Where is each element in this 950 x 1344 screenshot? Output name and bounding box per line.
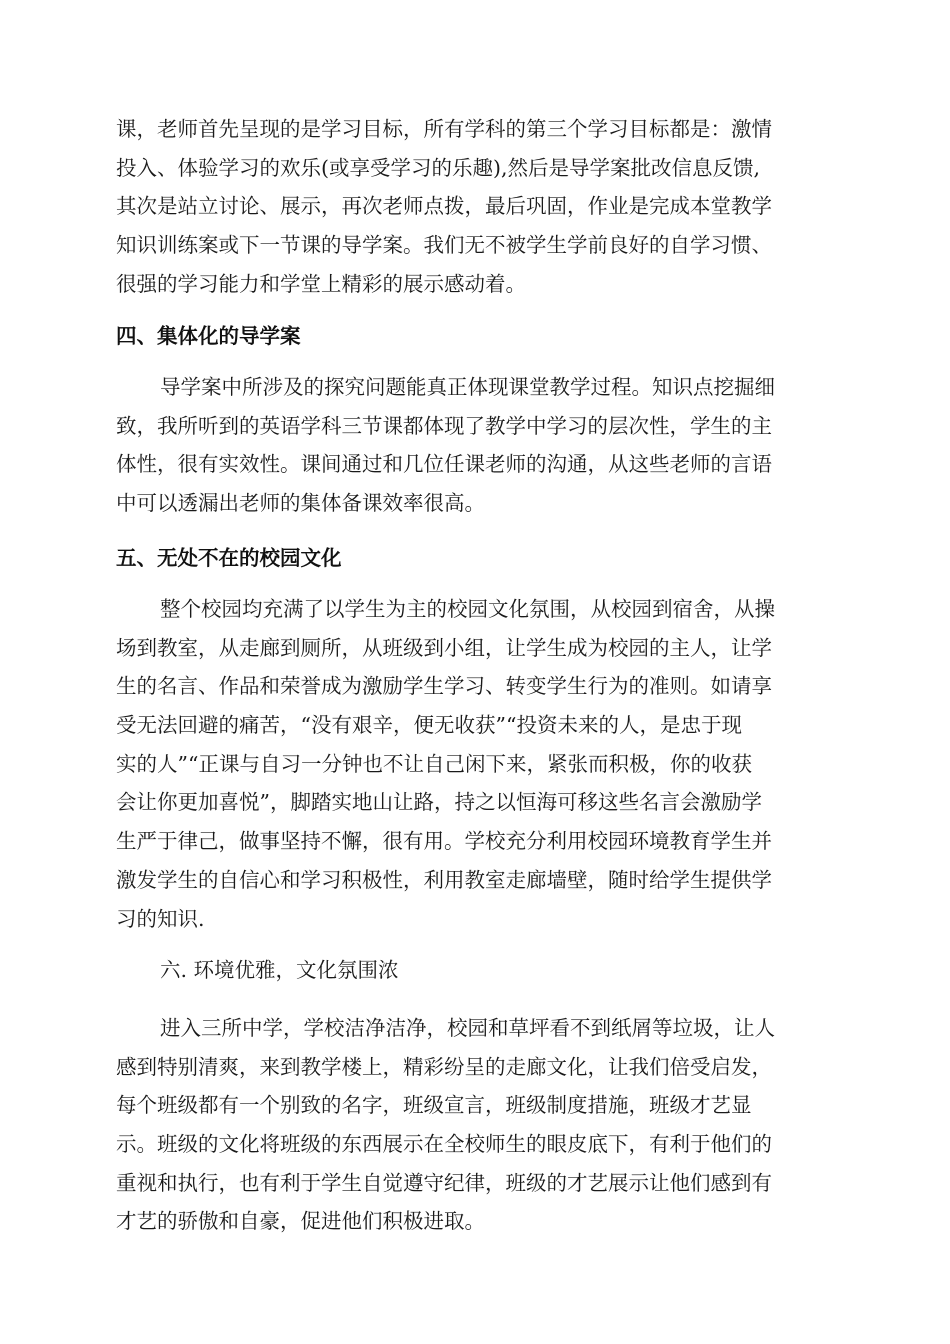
paragraph-2 [116, 368, 836, 523]
paragraph-line: 会让你更加喜悦”，脚踏实地山让路，持之以恒海可移这些名言会激励学 [116, 790, 762, 815]
paragraph-line: 示。班级的文化将班级的东西展示在全校师生的眼皮底下，有利于他们的 [116, 1132, 772, 1157]
section-heading-6 [116, 951, 836, 990]
paragraph-line: 致，我所听到的英语学科三节课都体现了教学中学习的层次性，学生的主 [116, 413, 772, 438]
paragraph-1 [116, 110, 836, 303]
paragraph-line: 感到特别清爽，来到教学楼上，精彩纷呈的走廊文化，让我们倍受启发， [116, 1054, 772, 1079]
paragraph-line: 实的人”“正课与自习一分钟也不让自己闲下来，紧张而积极，你的收获 [116, 751, 752, 776]
section-heading-5: 五、无处不在的校园文化 [116, 546, 342, 570]
section-heading-4: 四、集体化的导学案 [116, 324, 301, 348]
paragraph-line: 每个班级都有一个别致的名字，班级宣言，班级制度措施，班级才艺显 [116, 1093, 752, 1118]
paragraph-line: 课，老师首先呈现的是学习目标，所有学科的第三个学习目标都是：激情 [116, 117, 772, 141]
paragraph-line: 进入三所中学，学校洁净洁净，校园和草坪看不到纸屑等垃圾，让人 [160, 1016, 775, 1040]
paragraph-line: 投入、体验学习的欢乐(或享受学习的乐趣),然后是导学案批改信息反馈, [116, 155, 761, 180]
paragraph-line: 场到教室，从走廊到厕所，从班级到小组，让学生成为校园的主人，让学 [116, 635, 772, 660]
paragraph-line: 体性，很有实效性。课间通过和几位任课老师的沟通，从这些老师的言语 [116, 452, 772, 477]
paragraph-line: 才艺的骄傲和自豪，促进他们积极进取。 [116, 1209, 485, 1234]
paragraph-line: 习的知识. [116, 906, 205, 931]
paragraph-line: 导学案中所涉及的探究问题能真正体现课堂教学过程。知识点挖掘细 [160, 375, 775, 399]
section-heading-6-text: 六. 环境优雅，文化氛围浓 [160, 958, 399, 982]
paragraph-line: 整个校园均充满了以学生为主的校园文化氛围，从校园到宿舍，从操 [160, 597, 775, 621]
paragraph-line: 受无法回避的痛苦，“没有艰辛，便无收获”“投资未来的人，是忠于现 [116, 713, 742, 738]
paragraph-line: 重视和执行，也有利于学生自觉遵守纪律，班级的才艺展示让他们感到有 [116, 1170, 772, 1195]
paragraph-line: 生严于律己，做事坚持不懈，很有用。学校充分利用校园环境教育学生并 [116, 829, 772, 854]
paragraph-line: 中可以透漏出老师的集体备课效率很高。 [116, 491, 485, 516]
paragraph-line: 很强的学习能力和学堂上精彩的展示感动着。 [116, 271, 526, 296]
paragraph-line: 生的名言、作品和荣誉成为激励学生学习、转变学生行为的准则。如请享 [116, 674, 772, 699]
paragraph-line: 激发学生的自信心和学习积极性，利用教室走廊墙壁，随时给学生提供学 [116, 867, 772, 892]
paragraph-4 [116, 1009, 836, 1241]
paragraph-line: 其次是站立讨论、展示，再次老师点拨，最后巩固，作业是完成本堂教学 [116, 194, 772, 219]
paragraph-line: 知识训练案或下一节课的导学案。我们无不被学生学前良好的自学习惯、 [116, 233, 772, 258]
paragraph-3 [116, 590, 836, 938]
